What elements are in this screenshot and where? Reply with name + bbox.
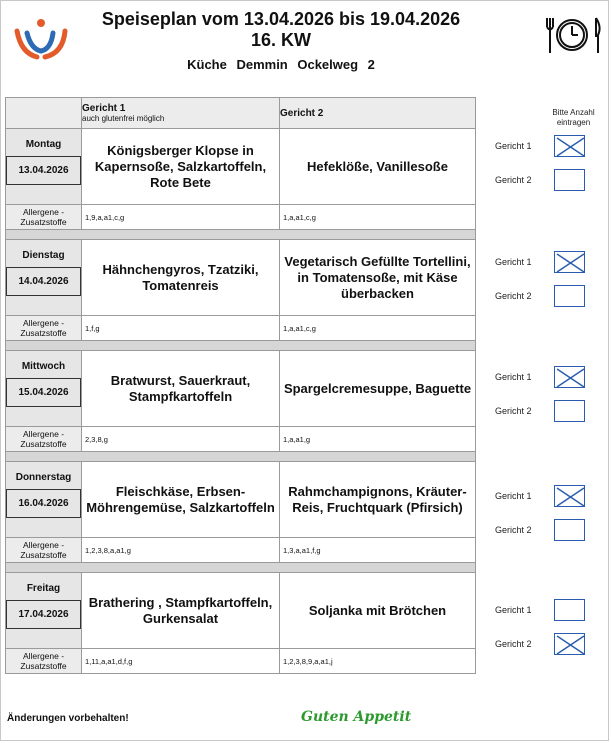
allergens-meal1: 1,11,a,a1,d,f,g <box>82 649 280 674</box>
allergen-row <box>6 538 476 563</box>
day-row <box>6 573 476 649</box>
meal2-cell: Spargelcremesuppe, Baguette <box>280 351 476 427</box>
day-cell <box>6 240 82 316</box>
day-date: 17.04.2026 <box>6 600 81 629</box>
slogan: Guten Appetit <box>301 709 412 725</box>
glutenfree-note: auch glutenfrei möglich <box>82 114 165 123</box>
order-checkbox-meal2[interactable] <box>554 169 585 191</box>
menu-table <box>5 97 476 674</box>
allergens-meal1: 2,3,8,g <box>82 427 280 452</box>
day-cell <box>6 462 82 538</box>
day-row <box>6 240 476 316</box>
meal1-cell: Fleischkäse, Erbsen-Möhrengemüse, Salzkartoffeln <box>82 462 280 538</box>
row-separator <box>6 452 476 462</box>
day-name: Donnerstag <box>15 472 72 483</box>
day-cell <box>6 129 82 205</box>
day-cell <box>6 573 82 649</box>
order-hint: Bitte Anzahl eintragen <box>552 108 595 127</box>
allergens-meal2: 1,a,a1,c,g <box>280 316 476 341</box>
row-separator <box>6 341 476 351</box>
day-name: Dienstag <box>22 250 65 261</box>
day-date: 14.04.2026 <box>6 267 81 296</box>
cross-mark-icon <box>554 135 587 159</box>
order-label-meal2: Gericht 2 <box>495 525 532 535</box>
day-row <box>6 129 476 205</box>
cross-mark-icon <box>554 366 587 390</box>
allergens-meal1: 1,f,g <box>82 316 280 341</box>
cross-mark-icon <box>554 485 587 509</box>
order-checkbox-meal2[interactable] <box>554 633 585 655</box>
allergens-meal1: 1,2,3,8,a,a1,g <box>82 538 280 563</box>
header-meal1: Gericht 1 auch glutenfrei möglich <box>82 98 280 129</box>
company-logo-icon <box>11 13 77 63</box>
order-label-meal2: Gericht 2 <box>495 175 532 185</box>
day-name: Mittwoch <box>21 361 66 372</box>
date-range-title: Speiseplan vom 13.04.2026 bis 19.04.2026 <box>101 9 461 29</box>
meal1-cell: Bratwurst, Sauerkraut, Stampfkartoffeln <box>82 351 280 427</box>
order-label-meal1: Gericht 1 <box>495 257 532 267</box>
cutlery-clock-icon <box>544 15 606 55</box>
allergens-meal2: 1,a,a1,c,g <box>280 205 476 230</box>
allergen-row <box>6 205 476 230</box>
day-name: Freitag <box>26 583 61 594</box>
menu-title <box>81 9 481 51</box>
allergens-meal2: 1,a,a1,g <box>280 427 476 452</box>
day-name: Montag <box>25 139 62 150</box>
order-checkbox-meal1[interactable] <box>554 251 585 273</box>
header-blank <box>6 98 82 129</box>
allergen-label: Allergene - Zusatzstoffe <box>6 427 82 452</box>
order-label-meal2: Gericht 2 <box>495 291 532 301</box>
changes-note: Änderungen vorbehalten! <box>7 713 129 724</box>
allergen-label: Allergene - Zusatzstoffe <box>6 205 82 230</box>
meal1-cell: Brathering , Stampfkartoffeln, Gurkensalat <box>82 573 280 649</box>
day-row <box>6 351 476 427</box>
day-date: 16.04.2026 <box>6 489 81 518</box>
order-checkbox-meal1[interactable] <box>554 135 585 157</box>
order-checkbox-meal2[interactable] <box>554 519 585 541</box>
order-label-meal1: Gericht 1 <box>495 141 532 151</box>
meal1-cell: Königsberger Klopse in Kapernsoße, Salzkartoffeln, Rote Bete <box>82 129 280 205</box>
order-label-meal2: Gericht 2 <box>495 639 532 649</box>
meal2-cell: Soljanka mit Brötchen <box>280 573 476 649</box>
allergen-row <box>6 649 476 674</box>
row-separator <box>6 563 476 573</box>
order-checkbox-meal1[interactable] <box>554 485 585 507</box>
cross-mark-icon <box>554 633 587 657</box>
day-row <box>6 462 476 538</box>
day-date: 15.04.2026 <box>6 378 81 407</box>
meal2-cell: Rahmchampignons, Kräuter-Reis, Fruchtquark (Pfirsich) <box>280 462 476 538</box>
day-cell <box>6 351 82 427</box>
order-checkbox-meal1[interactable] <box>554 599 585 621</box>
cross-mark-icon <box>554 251 587 275</box>
header-meal2: Gericht 2 <box>280 98 476 129</box>
allergens-meal2: 1,3,a,a1,f,g <box>280 538 476 563</box>
allergen-label: Allergene - Zusatzstoffe <box>6 316 82 341</box>
meal1-cell: Hähnchengyros, Tzatziki, Tomatenreis <box>82 240 280 316</box>
order-label-meal2: Gericht 2 <box>495 406 532 416</box>
allergens-meal2: 1,2,3,8,9,a,a1,j <box>280 649 476 674</box>
order-label-meal1: Gericht 1 <box>495 372 532 382</box>
day-date: 13.04.2026 <box>6 156 81 185</box>
allergens-meal1: 1,9,a,a1,c,g <box>82 205 280 230</box>
allergen-row <box>6 316 476 341</box>
order-label-meal1: Gericht 1 <box>495 605 532 615</box>
kitchen-location: Küche Demmin Ockelweg 2 <box>187 57 375 72</box>
table-header-row <box>6 98 476 129</box>
allergen-row <box>6 427 476 452</box>
allergen-label: Allergene - Zusatzstoffe <box>6 649 82 674</box>
order-checkbox-meal2[interactable] <box>554 285 585 307</box>
row-separator <box>6 230 476 240</box>
calendar-week: 16. KW <box>250 30 311 50</box>
meal2-cell: Vegetarisch Gefüllte Tortellini, in Tomatensoße, mit Käse überbacken <box>280 240 476 316</box>
meal2-cell: Hefeklöße, Vanillesoße <box>280 129 476 205</box>
allergen-label: Allergene - Zusatzstoffe <box>6 538 82 563</box>
order-checkbox-meal2[interactable] <box>554 400 585 422</box>
order-checkbox-meal1[interactable] <box>554 366 585 388</box>
order-label-meal1: Gericht 1 <box>495 491 532 501</box>
